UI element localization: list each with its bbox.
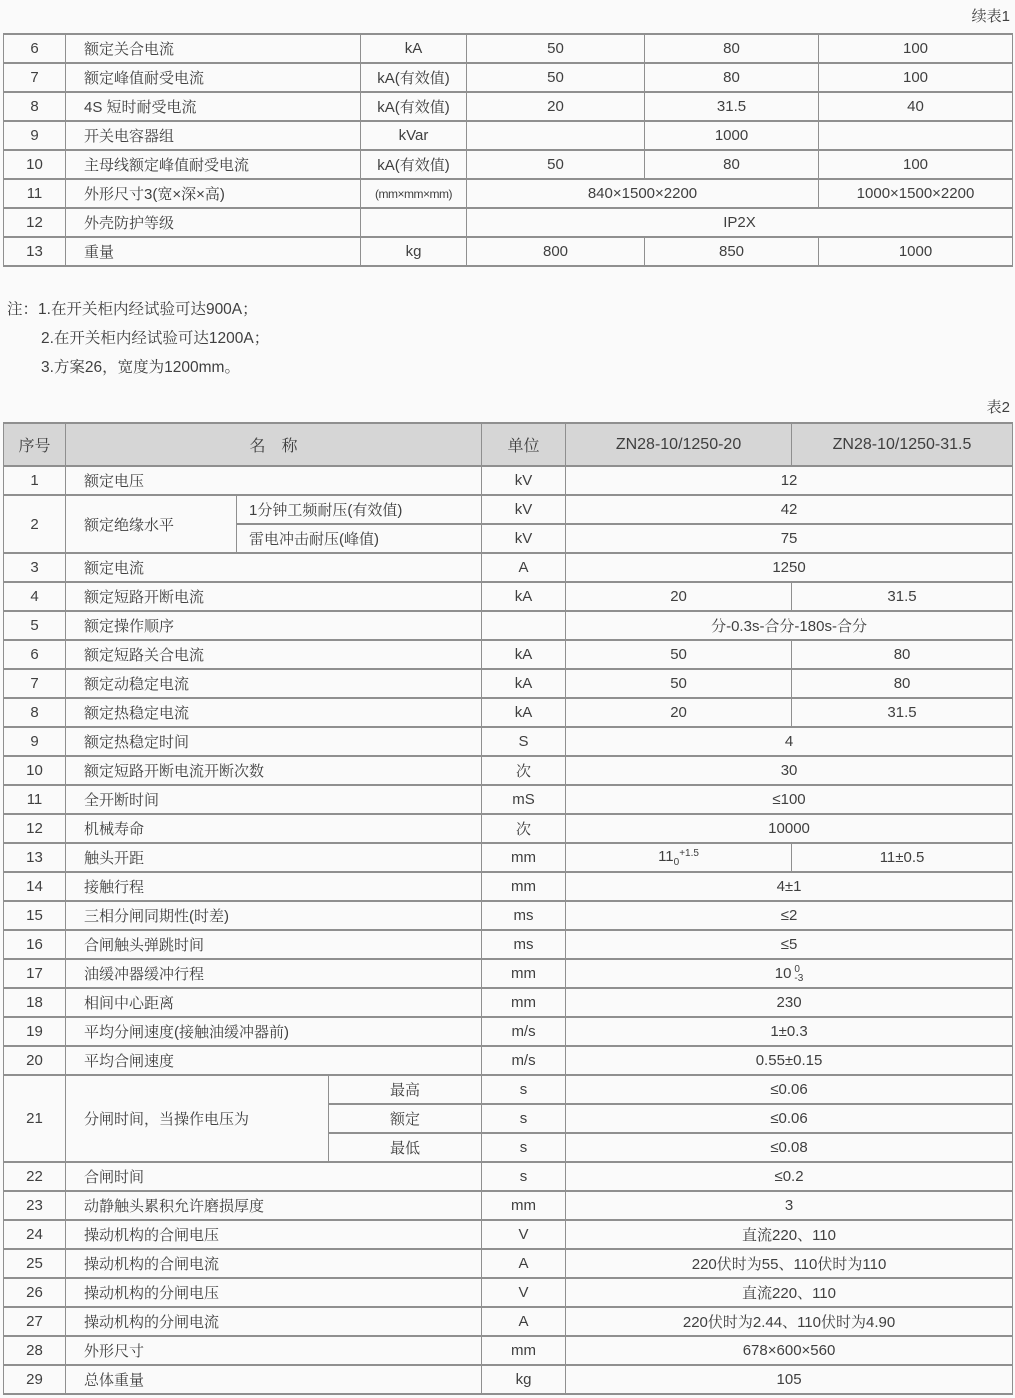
table-cell: A [482, 1249, 566, 1278]
table-cell [467, 121, 645, 150]
spec-name-cell: 额定热稳定时间 [66, 727, 482, 756]
spec-name-cell: 平均合闸速度 [66, 1046, 482, 1075]
spec-name-cell: 额定电流 [66, 553, 482, 582]
table-cell: 11 [4, 179, 66, 208]
table-row [4, 1220, 1013, 1249]
table-cell: 23 [4, 1191, 66, 1220]
table-row [4, 121, 1013, 150]
spec-name-cell: 操动机构的合闸电压 [66, 1220, 482, 1249]
table-cell: 24 [4, 1220, 66, 1249]
table-row [4, 92, 1013, 121]
table-cell: kVar [361, 121, 467, 150]
table-cell: kA [482, 698, 566, 727]
table-cell: kA [482, 640, 566, 669]
spec-name-cell: 额定电压 [66, 466, 482, 495]
table1-body [4, 34, 1013, 266]
table-row [4, 1336, 1013, 1365]
table-cell: mm [482, 988, 566, 1017]
table-row [4, 63, 1013, 92]
table-cell: (mm×mm×mm) [361, 179, 467, 208]
table-cell: 4±1 [566, 872, 1013, 901]
table-cell: 800 [467, 237, 645, 266]
table-cell: kA [482, 669, 566, 698]
spec-name-cell: 额定操作顺序 [66, 611, 482, 640]
column-header-cell: 单位 [482, 423, 566, 466]
table-cell: 100 [819, 34, 1013, 63]
table-cell: 10 [4, 756, 66, 785]
table-cell: mm [482, 1336, 566, 1365]
table-cell: kg [482, 1365, 566, 1394]
table-cell [819, 121, 1013, 150]
table-cell: 230 [566, 988, 1013, 1017]
table-row [4, 553, 1013, 582]
spec-name-cell: 操动机构的合闸电流 [66, 1249, 482, 1278]
table-row [4, 34, 1013, 63]
table-cell: 13 [4, 843, 66, 872]
table-cell: 80 [792, 669, 1013, 698]
table-row [4, 698, 1013, 727]
table-cell: s [482, 1162, 566, 1191]
spec-name-cell: 额定短路关合电流 [66, 640, 482, 669]
table-cell: mm [482, 959, 566, 988]
table-cell: 75 [566, 524, 1013, 553]
table-cell: 1000 [819, 237, 1013, 266]
spec-name-cell: 重量 [66, 237, 361, 266]
table-cell: 50 [467, 150, 645, 179]
table1-continuation-label: 续表1 [971, 8, 1010, 25]
table-cell: ≤0.2 [566, 1162, 1013, 1191]
spec-name-cell: 额定热稳定电流 [66, 698, 482, 727]
table-cell: 0.55±0.15 [566, 1046, 1013, 1075]
table-cell: ms [482, 901, 566, 930]
table-cell: 4 [4, 582, 66, 611]
table-cell: 1±0.3 [566, 1017, 1013, 1046]
table-cell: V [482, 1278, 566, 1307]
note-line [7, 353, 1012, 382]
table-cell: 1000×1500×2200 [819, 179, 1013, 208]
table-cell: IP2X [467, 208, 1013, 237]
table-cell: ≤2 [566, 901, 1013, 930]
spec-name-cell: 主母线额定峰值耐受电流 [66, 150, 361, 179]
table-cell: s [482, 1075, 566, 1104]
table-cell: kA(有效值) [361, 150, 467, 179]
spec-name-cell: 三相分闸同期性(时差) [66, 901, 482, 930]
table-row [4, 756, 1013, 785]
table-cell: kA [361, 34, 467, 63]
table-cell: A [482, 553, 566, 582]
spec-name-cell: 额定绝缘水平 [66, 495, 237, 553]
table-cell: 29 [4, 1365, 66, 1394]
table-cell: s [482, 1133, 566, 1162]
table-row [4, 1162, 1013, 1191]
table1 [3, 33, 1013, 267]
table-cell: S [482, 727, 566, 756]
table-cell: A [482, 1307, 566, 1336]
table-row [4, 179, 1013, 208]
table-cell: 额定 [329, 1104, 482, 1133]
table-cell: 10 [4, 150, 66, 179]
table-cell: 4 [566, 727, 1013, 756]
column-header-cell: 名 称 [66, 423, 482, 466]
spec-name-cell: 雷电冲击耐压(峰值) [237, 524, 482, 553]
table-row [4, 640, 1013, 669]
spec-name-cell: 分闸时间，当操作电压为 [66, 1075, 329, 1162]
table-cell: 31.5 [792, 582, 1013, 611]
table-cell: kV [482, 495, 566, 524]
table-row [4, 669, 1013, 698]
table-cell: 19 [4, 1017, 66, 1046]
table-cell: 9 [4, 727, 66, 756]
table-cell: 最低 [329, 1133, 482, 1162]
table-cell: 次 [482, 814, 566, 843]
table-cell: 220伏时为2.44、110伏时为4.90 [566, 1307, 1013, 1336]
spec-name-cell: 合闸触头弹跳时间 [66, 930, 482, 959]
table-row [4, 1307, 1013, 1336]
table-cell: ≤100 [566, 785, 1013, 814]
table-cell: ≤0.06 [566, 1104, 1013, 1133]
table-cell: 21 [4, 1075, 66, 1162]
table-cell: s [482, 1104, 566, 1133]
table-cell: 30 [566, 756, 1013, 785]
table-cell: 1250 [566, 553, 1013, 582]
table-cell: 31.5 [792, 698, 1013, 727]
table-cell: 3 [4, 553, 66, 582]
spec-name-cell: 动静触头累积允许磨损厚度 [66, 1191, 482, 1220]
spec-name-cell: 额定短路开断电流开断次数 [66, 756, 482, 785]
table-row [4, 872, 1013, 901]
table-row [4, 1075, 1013, 1104]
table-row [4, 237, 1013, 266]
table-cell: 3 [566, 1191, 1013, 1220]
table-row [4, 785, 1013, 814]
spec-name-cell: 开关电容器组 [66, 121, 361, 150]
table-cell: kA(有效值) [361, 92, 467, 121]
table-cell: 直流220、110 [566, 1278, 1013, 1307]
table-cell: 7 [4, 669, 66, 698]
table-row [4, 843, 1013, 872]
table-cell: kV [482, 466, 566, 495]
table-cell: 80 [792, 640, 1013, 669]
table-cell: 15 [4, 901, 66, 930]
table-row [4, 959, 1013, 988]
spec-name-cell: 相间中心距离 [66, 988, 482, 1017]
table-cell: 2 [4, 495, 66, 553]
table-cell: 12 [4, 814, 66, 843]
table-cell: 10000 [566, 814, 1013, 843]
table-cell: 16 [4, 930, 66, 959]
table-cell: mm [482, 1191, 566, 1220]
spec-name-cell: 总体重量 [66, 1365, 482, 1394]
spec-name-cell: 额定动稳定电流 [66, 669, 482, 698]
header-row [4, 423, 1013, 466]
table-cell: 20 [467, 92, 645, 121]
table-cell: 1 [4, 466, 66, 495]
table-cell: 最高 [329, 1075, 482, 1104]
table-row [4, 1365, 1013, 1394]
table2-head [4, 423, 1013, 466]
table-cell: 11 [4, 785, 66, 814]
table-cell: 13 [4, 237, 66, 266]
table-cell: kA(有效值) [361, 63, 467, 92]
notes [7, 295, 1012, 382]
table-cell: 26 [4, 1278, 66, 1307]
table-cell: 1000 [645, 121, 819, 150]
spec-name-cell: 合闸时间 [66, 1162, 482, 1191]
table-cell: 31.5 [645, 92, 819, 121]
table-cell: 42 [566, 495, 1013, 524]
table-cell: ms [482, 930, 566, 959]
table-row [4, 814, 1013, 843]
table-row [4, 1249, 1013, 1278]
spec-name-cell: 触头开距 [66, 843, 482, 872]
table-row [4, 208, 1013, 237]
column-header-cell: ZN28-10/1250-31.5 [792, 423, 1013, 466]
table-cell: 678×600×560 [566, 1336, 1013, 1365]
table-row [4, 1278, 1013, 1307]
tolerance-stack: 0 -3 [794, 963, 804, 984]
table-cell: mm [482, 872, 566, 901]
table-cell: 14 [4, 872, 66, 901]
table-cell: V [482, 1220, 566, 1249]
table-cell: 17 [4, 959, 66, 988]
notes-prefix: 注： [7, 301, 39, 318]
table-row [4, 582, 1013, 611]
spec-name-cell: 额定短路开断电流 [66, 582, 482, 611]
table-cell: 12 [4, 208, 66, 237]
table-cell: 直流220、110 [566, 1220, 1013, 1249]
spec-name-cell: 额定峰值耐受电流 [66, 63, 361, 92]
table-row [4, 727, 1013, 756]
table-cell: 50 [467, 34, 645, 63]
table-row [4, 466, 1013, 495]
table-cell [482, 611, 566, 640]
table-cell: 80 [645, 150, 819, 179]
table-row [4, 1046, 1013, 1075]
note-item: 1.在开关柜内经试验可达900A； [38, 301, 258, 318]
spec-name-cell: 全开断时间 [66, 785, 482, 814]
table-cell: 80 [645, 34, 819, 63]
table-row [4, 1017, 1013, 1046]
table-row [4, 495, 1013, 524]
spec-name-cell: 接触行程 [66, 872, 482, 901]
table-cell: 10 0 -3 [566, 959, 1013, 988]
table-cell: 分-0.3s-合分-180s-合分 [566, 611, 1013, 640]
table-row [4, 150, 1013, 179]
spec-name-cell: 4S 短时耐受电流 [66, 92, 361, 121]
table2 [3, 422, 1013, 1395]
table-cell: m/s [482, 1017, 566, 1046]
spec-name-cell: 操动机构的分闸电压 [66, 1278, 482, 1307]
table-cell: 40 [819, 92, 1013, 121]
table-cell: 7 [4, 63, 66, 92]
table-cell: 100 [819, 63, 1013, 92]
table-cell: 8 [4, 698, 66, 727]
column-header-cell: 序号 [4, 423, 66, 466]
table-cell: 8 [4, 92, 66, 121]
table-cell: 850 [645, 237, 819, 266]
table-cell: 次 [482, 756, 566, 785]
spec-name-cell: 1分钟工频耐压(有效值) [237, 495, 482, 524]
table-cell: kg [361, 237, 467, 266]
table-cell: 12 [566, 466, 1013, 495]
table2-label: 表2 [986, 399, 1010, 416]
table-cell: 105 [566, 1365, 1013, 1394]
table-cell: 6 [4, 640, 66, 669]
table-cell: 22 [4, 1162, 66, 1191]
table-cell: 18 [4, 988, 66, 1017]
table-cell [361, 208, 467, 237]
table-cell: 20 [566, 582, 792, 611]
table-cell: 27 [4, 1307, 66, 1336]
table-cell: ≤0.06 [566, 1075, 1013, 1104]
table-cell: 9 [4, 121, 66, 150]
table-cell: 100 [819, 150, 1013, 179]
table-cell: 50 [566, 640, 792, 669]
table-cell: kV [482, 524, 566, 553]
table-cell: $11_0^{+1.5}$ [566, 843, 792, 872]
table-cell: 20 [4, 1046, 66, 1075]
table-cell: mS [482, 785, 566, 814]
table-row [4, 1191, 1013, 1220]
table-cell: 5 [4, 611, 66, 640]
table-cell: kA [482, 582, 566, 611]
note-line [7, 324, 1012, 353]
table-cell: ≤0.08 [566, 1133, 1013, 1162]
table-cell: 80 [645, 63, 819, 92]
table-cell: 20 [566, 698, 792, 727]
table-cell: 50 [566, 669, 792, 698]
spec-name-cell: 额定关合电流 [66, 34, 361, 63]
table-cell: 11±0.5 [792, 843, 1013, 872]
table-cell: 6 [4, 34, 66, 63]
table-row [4, 611, 1013, 640]
note-item: 3.方案26，宽度为1200mm。 [41, 359, 240, 376]
table-cell: 840×1500×2200 [467, 179, 819, 208]
spec-name-cell: 外形尺寸3(宽×深×高) [66, 179, 361, 208]
table-row [4, 930, 1013, 959]
spec-name-cell: 操动机构的分闸电流 [66, 1307, 482, 1336]
table-cell: 25 [4, 1249, 66, 1278]
note-line [7, 295, 1012, 324]
table-row [4, 988, 1013, 1017]
column-header-cell: ZN28-10/1250-20 [566, 423, 792, 466]
spec-name-cell: 平均分闸速度(接触油缓冲器前) [66, 1017, 482, 1046]
table-cell: m/s [482, 1046, 566, 1075]
table-cell: 220伏时为55、110伏时为110 [566, 1249, 1013, 1278]
table-cell: 28 [4, 1336, 66, 1365]
spec-name-cell: 油缓冲器缓冲行程 [66, 959, 482, 988]
table-cell: mm [482, 843, 566, 872]
table-cell: ≤5 [566, 930, 1013, 959]
spec-name-cell: 外形尺寸 [66, 1336, 482, 1365]
spec-name-cell: 机械寿命 [66, 814, 482, 843]
spec-name-cell: 外壳防护等级 [66, 208, 361, 237]
table-row [4, 901, 1013, 930]
note-item: 2.在开关柜内经试验可达1200A； [41, 330, 270, 347]
table-cell: 50 [467, 63, 645, 92]
table2-body [4, 466, 1013, 1394]
